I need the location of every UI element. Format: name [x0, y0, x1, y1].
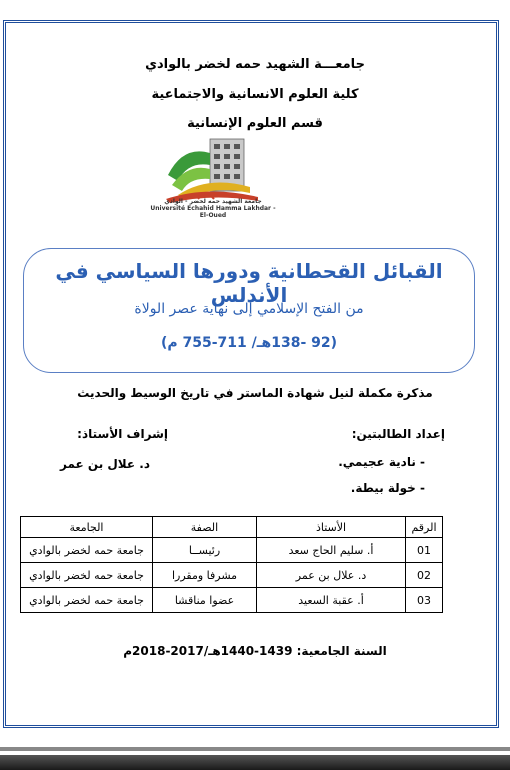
supervisor-name: د. علال بن عمر — [60, 457, 150, 471]
table-cell: أ. عقبة السعيد — [257, 588, 406, 613]
faculty-name: كلية العلوم الانسانية والاجتماعية — [151, 87, 359, 102]
memo-statement: مذكرة مكملة لنيل شهادة الماستر في تاريخ الوسيط والحديث — [77, 386, 433, 400]
logo-caption-ar: جامعة الشهيد حمه لخضر - الوادي — [164, 198, 262, 205]
table-row — [21, 563, 443, 588]
table-cell: د. علال بن عمر — [257, 563, 406, 588]
table-cell: مشرفا ومقررا — [153, 563, 257, 588]
student-name: - خولة بيطة. — [350, 481, 425, 495]
logo-caption-fr: Université Echahid Hamma Lakhdar - El-Oued — [150, 205, 276, 219]
thesis-subtitle: من الفتح الإسلامي إلى نهاية عصر الولاة — [134, 301, 364, 317]
academic-year: السنة الجامعية: 1439-1440هـ/2017-2018م — [123, 644, 387, 658]
table-header-row — [21, 517, 443, 538]
table-cell: عضوا مناقشا — [153, 588, 257, 613]
table-cell: جامعة حمه لخضر بالوادي — [21, 538, 153, 563]
thesis-dates: (92 -138هـ/ 711-755 م) — [160, 335, 338, 351]
column-header: الصفة — [153, 517, 257, 538]
jury-table — [20, 516, 443, 613]
table-row — [21, 538, 443, 563]
student-name: - نادية عجيمي. — [338, 455, 425, 469]
supervisor-label: إشراف الأستاذ: — [77, 427, 168, 441]
logo-caption — [150, 198, 276, 219]
table-cell: رئيســا — [153, 538, 257, 563]
column-header: الأستاذ — [257, 517, 406, 538]
prepared-by-label: إعداد الطالبتين: — [351, 427, 445, 441]
bottom-divider — [0, 747, 510, 751]
table-cell: 02 — [406, 563, 443, 588]
bottom-band — [0, 755, 510, 770]
table-cell: 01 — [406, 538, 443, 563]
title-box — [23, 248, 475, 373]
table-row — [21, 588, 443, 613]
university-name: جامعـــة الشهيد حمه لخضر بالوادي — [145, 57, 365, 72]
table-cell: جامعة حمه لخضر بالوادي — [21, 588, 153, 613]
column-header: الجامعة — [21, 517, 153, 538]
thesis-title: القبائل القحطانية ودورها السياسي في الأندلس — [55, 259, 443, 307]
table-cell: جامعة حمه لخضر بالوادي — [21, 563, 153, 588]
table-cell: أ. سليم الحاج سعد — [257, 538, 406, 563]
column-header: الرقم — [406, 517, 443, 538]
table-cell: 03 — [406, 588, 443, 613]
department-name: قسم العلوم الإنسانية — [187, 116, 323, 131]
